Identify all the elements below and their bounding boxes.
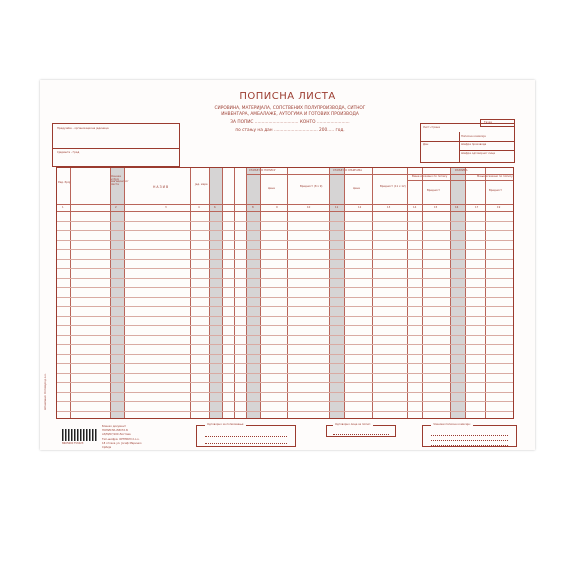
shaded-column-2 (110, 168, 129, 418)
col-label-1: Ред. број (58, 181, 71, 184)
table-row-line (57, 221, 513, 222)
company-box (52, 123, 180, 167)
table-row-line (57, 259, 513, 260)
sub-header-manje: Мање исказано по попису (477, 175, 513, 178)
publisher-line-3: A3/M/67/100 Листова (102, 433, 131, 436)
col-label-15: Вредност (427, 189, 441, 192)
table-row-line (57, 335, 513, 336)
table-row-line (57, 344, 513, 345)
table-row-line (57, 297, 513, 298)
col-num-11: 11 (335, 206, 339, 209)
printer-line-1: Тип-шифра: OPTIMUM d.o.o. (102, 438, 140, 441)
col-label-10: Вредност (8 x 9) (300, 185, 323, 188)
col-label-3: Н А З И В (153, 185, 169, 189)
table-row-line (57, 411, 513, 412)
signature-box-committee (422, 425, 517, 447)
form-subtitle-line-1: СИРОВИНА, МАТЕРИЈАЛА, СОПСТВЕНИХ ПОЛУПРОИЗВОДА, СИТНОГ (214, 106, 366, 111)
table-row-line (57, 401, 513, 402)
group-header-popis: СТАЊЕ ПО ПОПИСУ (249, 169, 276, 172)
col-label-4: Јед. мере (195, 183, 208, 186)
col-num-1: 1 (62, 206, 64, 209)
col-num-3: 3 (165, 206, 167, 209)
form-title: ПОПИСНА ЛИСТА (239, 91, 336, 102)
col-num-15: 15 (434, 206, 438, 209)
place-label: Сједиште - Град (57, 151, 80, 154)
inventory-form-sheet (40, 80, 535, 450)
table-row-line (57, 316, 513, 317)
table-row-line (57, 325, 513, 326)
col-label-19: Вредност (489, 189, 503, 192)
table-row-line (57, 382, 513, 383)
col-label-12: Цена (353, 187, 360, 190)
col-num-12: 12 (358, 206, 362, 209)
col-num-9: 9 (276, 206, 278, 209)
col-num-14: 14 (413, 206, 417, 209)
col-label-9: Цена (268, 187, 275, 190)
barcode-number: 8605001753223 (62, 442, 84, 445)
col-num-19: 19 (497, 206, 501, 209)
table-row-line (57, 278, 513, 279)
table-row-line (57, 287, 513, 288)
signature-box-committee-label: Чланови пописне комисије: (433, 423, 471, 426)
table-row-line (57, 230, 513, 231)
col-label-2: Ознака и број магацинског листа (111, 175, 129, 186)
printer-line-2: 18 отсека ул. Јосиф Маринко (102, 442, 142, 445)
signature-box-responsible-label: Одговорно лице за попис: (335, 423, 371, 426)
sheet-number-box (480, 119, 515, 127)
table-row-line (57, 240, 513, 241)
table-row-line (57, 373, 513, 374)
table-row-line (57, 249, 513, 250)
sheet-info-box (420, 123, 515, 163)
date-label: Дан (423, 143, 429, 146)
signature-box-responsible (326, 425, 396, 437)
col-num-13: 13 (387, 206, 391, 209)
company-label: Предузеће - организациона јединица (57, 127, 109, 130)
form-subtitle-line-2: ИНВЕНТАРА, АМБАЛАЖЕ, АУТОГУМА И ГОТОВИХ ПРОИЗВОДА (221, 112, 359, 117)
col-num-2: 2 (115, 206, 117, 209)
col-num-17: 17 (475, 206, 479, 209)
col-num-8: 8 (252, 206, 254, 209)
signature-label: Шифра одговорног лица (461, 152, 495, 155)
publisher-line-1: Бланко документ (102, 425, 126, 428)
product-label: Шифра производа (461, 143, 487, 146)
publisher-line-2: ПОПИСНА ЛИСТА Б (102, 429, 128, 432)
col-num-6: 6 (214, 206, 216, 209)
side-print-info: Штампано: Оптимум д.о.о. (44, 373, 47, 410)
table-row-line (57, 363, 513, 364)
table-row-line (57, 268, 513, 269)
signature-box-counting (196, 425, 296, 447)
col-num-16: 16 (455, 206, 459, 209)
group-header-knjige: СТАЊЕ ПО КЊИГАМА (333, 169, 363, 172)
table-row-line (57, 354, 513, 355)
group-header-razlika: РАЗЛИКА (455, 169, 468, 172)
committee-label: Пописна комисија (461, 135, 486, 138)
signature-box-counting-label: Одговорно за пописивање: (207, 423, 245, 426)
col-num-10: 10 (307, 206, 311, 209)
form-po-stanju: по стању на дан ................................ 200..... год. (235, 128, 345, 133)
sub-header-vise: Више исказано по попису (412, 175, 448, 178)
form-za-popis: ЗА ПОПИС ................................ КОНТО ........................ (230, 120, 350, 125)
inventory-table (56, 167, 514, 419)
page-label: Лист-страна (423, 126, 440, 129)
col-num-4: 4 (198, 206, 200, 209)
col-label-13: Вредност (11 x 12) (380, 185, 406, 188)
sheet-number-label: Тачка (484, 121, 492, 124)
table-row-line (57, 306, 513, 307)
table-row-line (57, 392, 513, 393)
barcode-image (62, 429, 98, 441)
printer-line-3: Србија (102, 446, 112, 449)
